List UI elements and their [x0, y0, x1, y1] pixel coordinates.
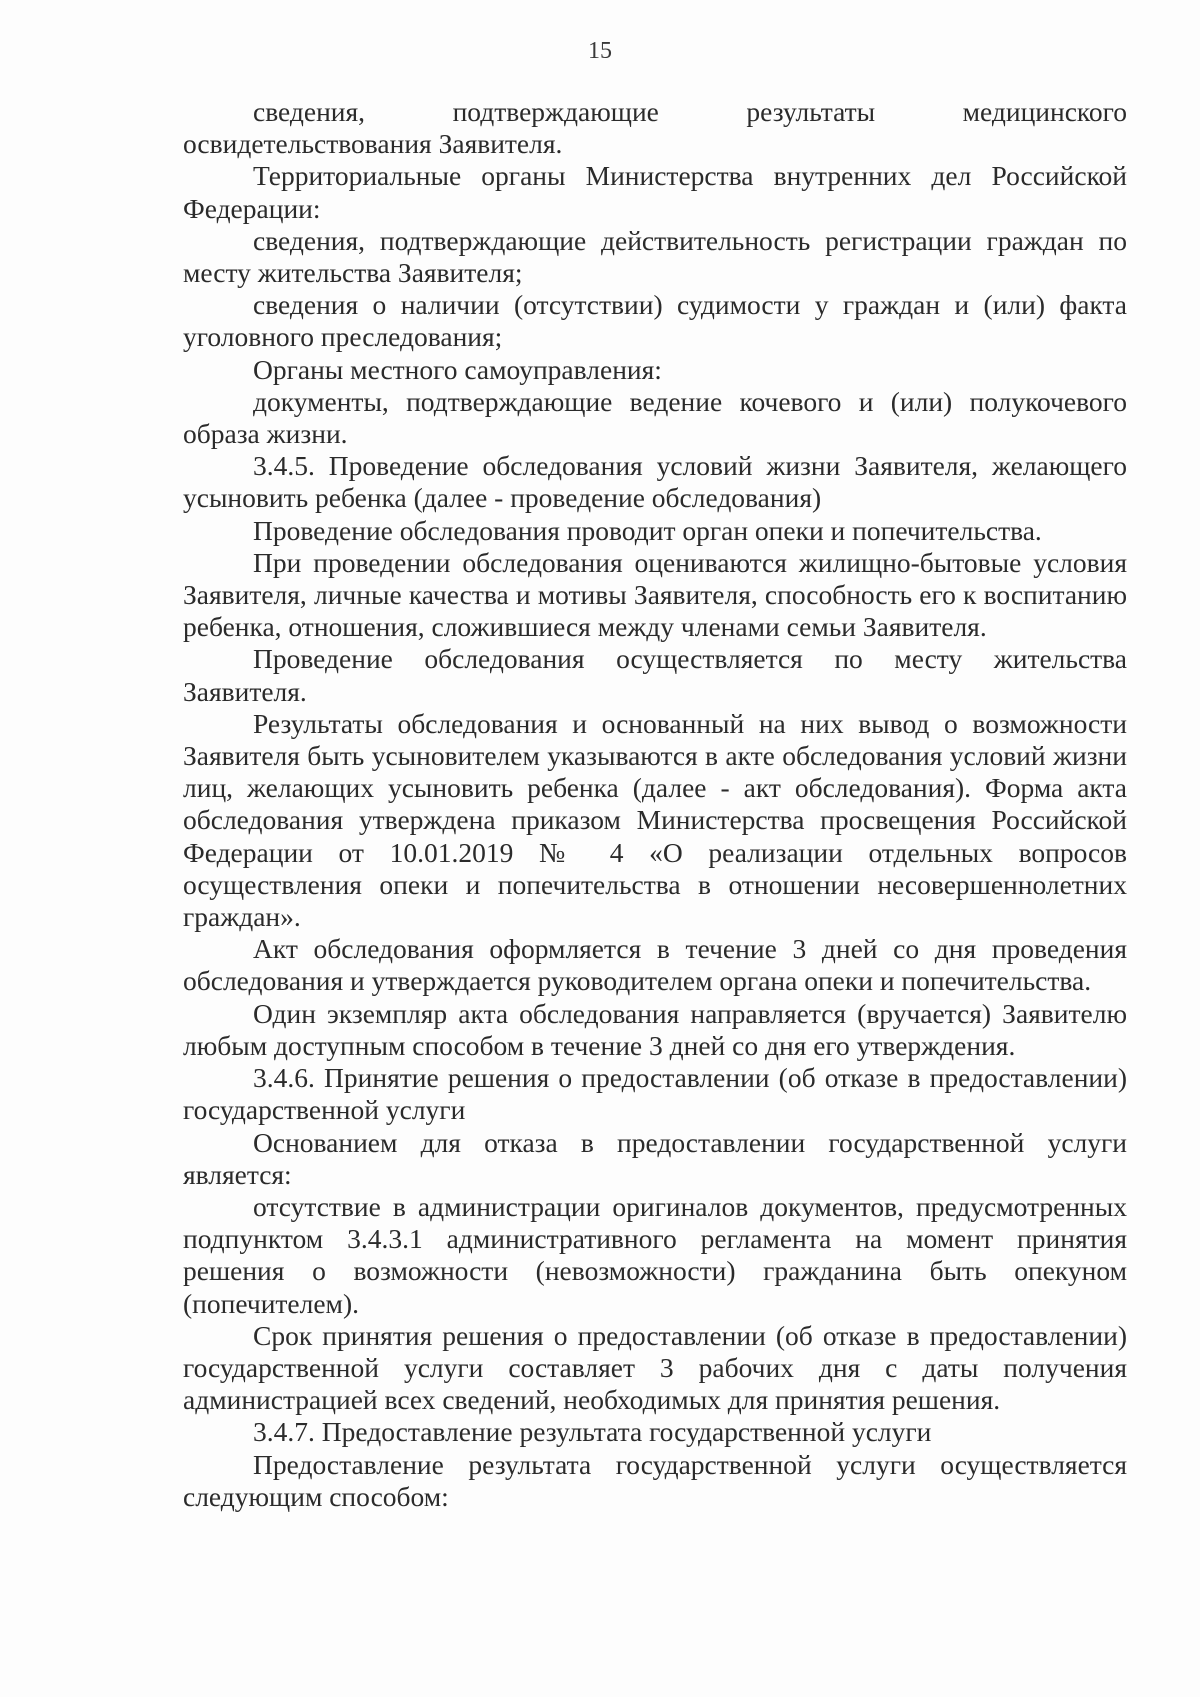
- paragraph: документы, подтверждающие ведение кочевого и (или) полукочевого образа жизни.: [183, 385, 1127, 450]
- paragraph: сведения о наличии (отсутствии) судимости у граждан и (или) факта уголовного преследования;: [183, 289, 1127, 353]
- paragraph: Проведение обследования осуществляется по месту жительства Заявителя.: [183, 643, 1127, 707]
- paragraph: Территориальные органы Министерства внутренних дел Российской Федерации:: [183, 160, 1127, 224]
- paragraph: Органы местного самоуправления:: [253, 353, 662, 385]
- paragraph: Результаты обследования и основанный на них вывод о возможности Заявителя быть усыновителем указываются в акте обследования условий жизни лиц, желающих усыновить ребенка (далее - акт обследования). Форма акта обследования утверждена приказом Министерства просвещения Российской Федерации от 10.01.2019 № 4 «О реализации отдельных вопросов осуществления опеки и попечительства в отношении несовершеннолетних граждан».: [183, 707, 1127, 933]
- document-body: [183, 96, 1127, 1513]
- paragraph: Предоставление результата государственной услуги осуществляется следующим способом:: [183, 1448, 1127, 1512]
- paragraph: Срок принятия решения о предоставлении (об отказе в предоставлении) государственной услуги составляет 3 рабочих дня с даты получения администрацией всех сведений, необходимых для принятия решения.: [183, 1319, 1127, 1416]
- paragraph: Основанием для отказа в предоставлении государственной услуги является:: [183, 1126, 1127, 1190]
- paragraph: Проведение обследования проводит орган опеки и попечительства.: [253, 514, 1042, 546]
- paragraph: Один экземпляр акта обследования направляется (вручается) Заявителю любым доступным способом в течение 3 дней со дня его утверждения.: [183, 997, 1127, 1061]
- section-heading: 3.4.7. Предоставление результата государственной услуги: [253, 1416, 932, 1448]
- paragraph: Акт обследования оформляется в течение 3 дней со дня проведения обследования и утверждается руководителем органа опеки и попечительства.: [183, 933, 1127, 997]
- section-heading: 3.4.6. Принятие решения о предоставлении (об отказе в предоставлении) государственной услуги: [183, 1062, 1127, 1126]
- paragraph: При проведении обследования оцениваются жилищно-бытовые условия Заявителя, личные качества и мотивы Заявителя, способность его к воспитанию ребенка, отношения, сложившиеся между членами семьи Заявителя.: [183, 546, 1127, 643]
- paragraph: отсутствие в администрации оригиналов документов, предусмотренных подпунктом 3.4.3.1 административного регламента на момент принятия решения о возможности (невозможности) гражданина быть опекуном (попечителем).: [183, 1190, 1127, 1319]
- paragraph: сведения, подтверждающие результаты медицинского освидетельствования Заявителя.: [183, 96, 1127, 160]
- paragraph: сведения, подтверждающие действительность регистрации граждан по месту жительства Заявителя;: [183, 224, 1127, 289]
- page-number: 15: [588, 38, 612, 64]
- section-heading: 3.4.5. Проведение обследования условий жизни Заявителя, желающего усыновить ребенка (далее - проведение обследования): [183, 450, 1127, 514]
